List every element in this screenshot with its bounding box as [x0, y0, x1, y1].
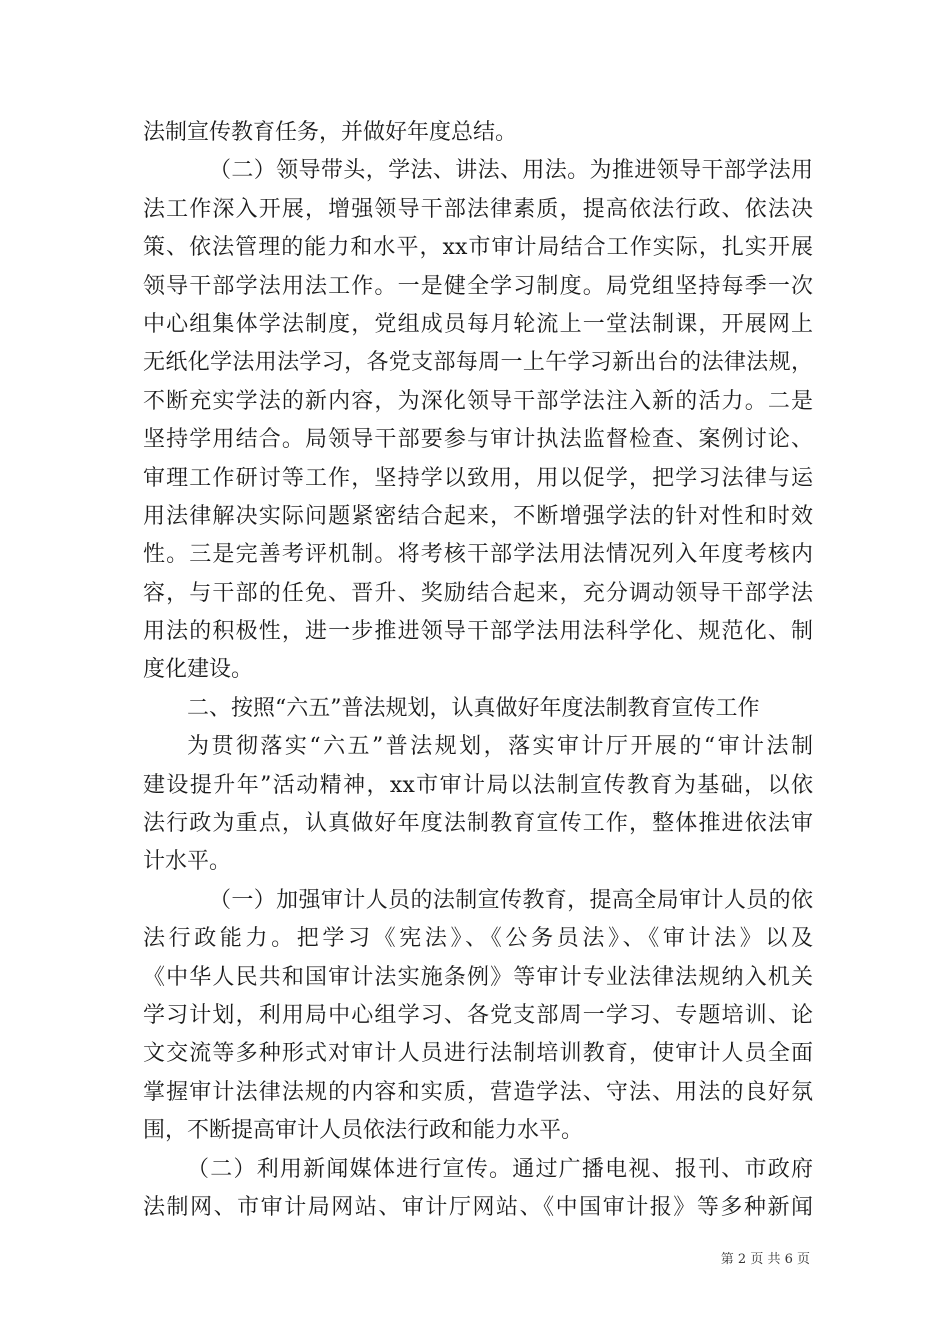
text-line: 策、依法管理的能力和水平，xx市审计局结合工作实际，扎实开展: [143, 235, 813, 261]
section-heading: 二、按照“六五”普法规划，认真做好年度法制教育宣传工作: [187, 695, 760, 721]
page-number: 第 2 页 共 6 页: [720, 1252, 810, 1267]
text-line: 掌握审计法律法规的内容和实质，营造学法、守法、用法的良好氛: [143, 1079, 813, 1105]
text-line: 《中华人民共和国审计法实施条例》等审计专业法律法规纳入机关: [143, 964, 813, 990]
text-line: 度化建设。: [143, 657, 254, 683]
text-line: 计水平。: [143, 849, 232, 875]
text-line: 法行政为重点，认真做好年度法制教育宣传工作，整体推进依法审: [143, 811, 813, 837]
text-line: （二）领导带头，学法、讲法、用法。为推进领导干部学法用: [209, 158, 813, 184]
text-line: 用法的积极性，进一步推进领导干部学法用法科学化、规范化、制: [143, 619, 813, 645]
text-line: 中心组集体学法制度，党组成员每月轮流上一堂法制课，开展网上: [143, 311, 813, 337]
text-line: 领导干部学法用法工作。一是健全学习制度。局党组坚持每季一次: [143, 273, 813, 299]
text-line: 审理工作研讨等工作，坚持学以致用，用以促学，把学习法律与运: [143, 465, 813, 491]
text-line: 无纸化学法用法学习，各党支部每周一上午学习新出台的法律法规，: [143, 350, 813, 376]
text-line: 法制网、市审计局网站、审计厅网站、《中国审计报》等多种新闻: [143, 1194, 813, 1220]
text-line: 文交流等多种形式对审计人员进行法制培训教育，使审计人员全面: [143, 1041, 813, 1067]
text-line: 用法律解决实际问题紧密结合起来，不断增强学法的针对性和时效: [143, 503, 813, 529]
text-line: 性。三是完善考评机制。将考核干部学法用法情况列入年度考核内: [143, 542, 813, 568]
text-line: 围，不断提高审计人员依法行政和能力水平。: [143, 1118, 584, 1144]
text-line: 法制宣传教育任务，并做好年度总结。: [143, 120, 518, 145]
text-line: 法工作深入开展，增强领导干部法律素质，提高依法行政、依法决: [143, 196, 813, 222]
text-line: 为贯彻落实“六五”普法规划，落实审计厅开展的“审计法制: [187, 734, 813, 760]
body-text: [143, 114, 813, 1227]
text-line: 建设提升年”活动精神，xx市审计局以法制宣传教育为基础，以依: [143, 772, 813, 798]
text-line: 容，与干部的任免、晋升、奖励结合起来，充分调动领导干部学法: [143, 580, 813, 606]
text-line: 学习计划，利用局中心组学习、各党支部周一学习、专题培训、论: [143, 1002, 813, 1028]
text-line: （一）加强审计人员的法制宣传教育，提高全局审计人员的依: [209, 887, 813, 913]
text-line: （二）利用新闻媒体进行宣传。通过广播电视、报刊、市政府: [187, 1156, 813, 1182]
text-line: 法行政能力。把学习《宪法》、《公务员法》、《审计法》以及: [143, 926, 813, 952]
text-line: 不断充实学法的新内容，为深化领导干部学法注入新的活力。二是: [143, 388, 813, 414]
text-line: 坚持学用结合。局领导干部要参与审计执法监督检查、案例讨论、: [143, 427, 813, 453]
